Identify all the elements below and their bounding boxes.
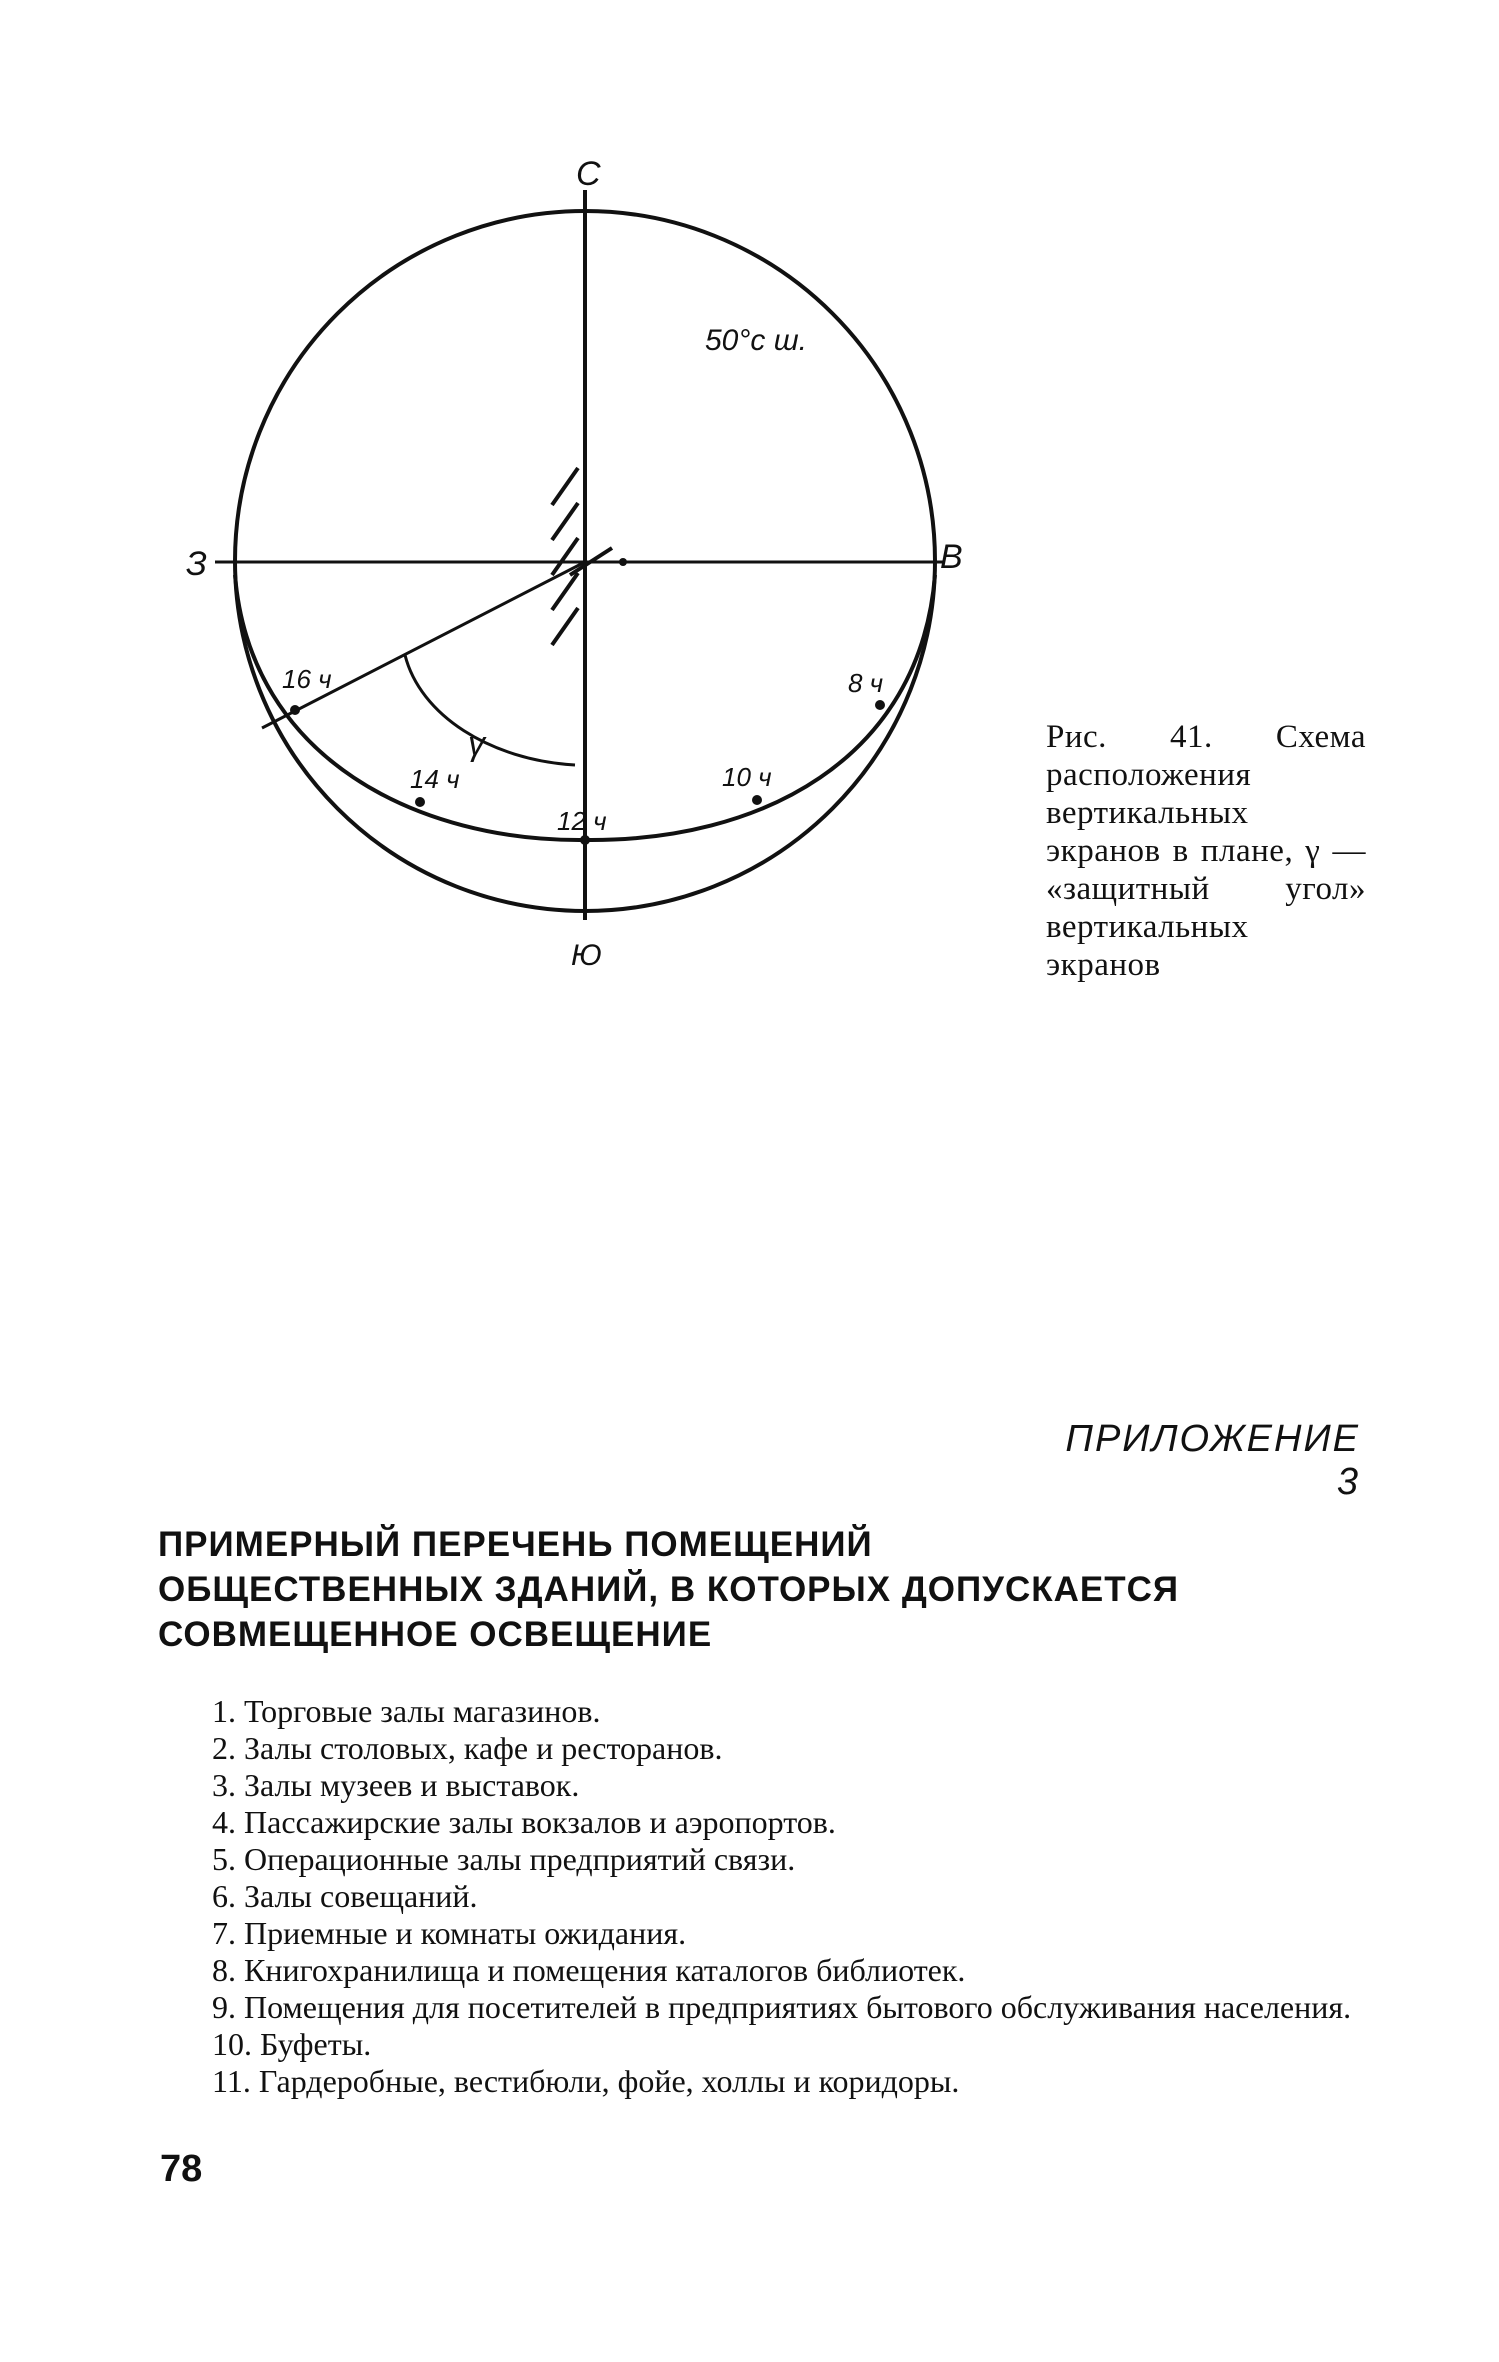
- hour-point-8: [875, 700, 885, 710]
- hour-points: [290, 558, 885, 845]
- hour-label-14: 14 ч: [410, 764, 460, 794]
- list-item: 4. Пассажирские залы вокзалов и аэропортов.: [212, 1804, 836, 1840]
- east-label: В: [940, 538, 963, 576]
- list-item: 8. Книгохранилища и помещения каталогов библиотек.: [212, 1952, 966, 1988]
- angle-label: γ: [468, 725, 485, 763]
- room-list: [158, 1693, 1354, 2100]
- figure-caption: Рис. 41. Схема расположения вертикальных экранов в плане, γ — «защитный угол» вертикальных экранов: [1046, 719, 1366, 983]
- hour-point-16: [290, 705, 300, 715]
- south-label: Ю: [571, 939, 602, 972]
- list-item: 7. Приемные и комнаты ожидания.: [212, 1915, 687, 1951]
- list-item: 9. Помещения для посетителей в предприятиях бытового обслуживания населения.: [212, 1989, 1352, 2025]
- list-item: 3. Залы музеев и выставок.: [212, 1767, 580, 1803]
- north-label: С: [576, 155, 601, 193]
- hour-label-12: 12 ч: [557, 806, 607, 836]
- list-item: 11. Гардеробные, вестибюли, фойе, холлы и коридоры.: [212, 2063, 960, 2099]
- section-title: [158, 1522, 1358, 1657]
- title-line: ПРИМЕРНЫЙ ПЕРЕЧЕНЬ ПОМЕЩЕНИЙ: [158, 1525, 873, 1564]
- list-item: 2. Залы столовых, кафе и ресторанов.: [212, 1730, 723, 1766]
- hour-label-16: 16 ч: [282, 664, 332, 694]
- list-item: 6. Залы совещаний.: [212, 1878, 478, 1914]
- hour-point-12: [580, 835, 590, 845]
- list-item: 10. Буфеты.: [212, 2026, 372, 2062]
- west-label: З: [186, 545, 207, 583]
- title-line: СОВМЕЩЕННОЕ ОСВЕЩЕНИЕ: [158, 1615, 713, 1654]
- latitude-label: 50°с ш.: [705, 324, 807, 357]
- page-number: 78: [160, 2148, 203, 2190]
- hour-label-10: 10 ч: [722, 762, 772, 792]
- list-item: 5. Операционные залы предприятий связи.: [212, 1841, 796, 1877]
- angle-ray: [262, 562, 585, 728]
- angle-arc: [405, 655, 575, 765]
- hour-point-10: [752, 795, 762, 805]
- list-item: 1. Торговые залы магазинов.: [212, 1693, 601, 1729]
- hour-point-14: [415, 797, 425, 807]
- appendix-label: ПРИЛОЖЕНИЕ 3: [1065, 1418, 1360, 1503]
- title-line: ОБЩЕСТВЕННЫХ ЗДАНИЙ, В КОТОРЫХ ДОПУСКАЕТСЯ: [158, 1570, 1180, 1609]
- hour-label-8: 8 ч: [848, 668, 884, 698]
- screen-hatches: [552, 468, 612, 645]
